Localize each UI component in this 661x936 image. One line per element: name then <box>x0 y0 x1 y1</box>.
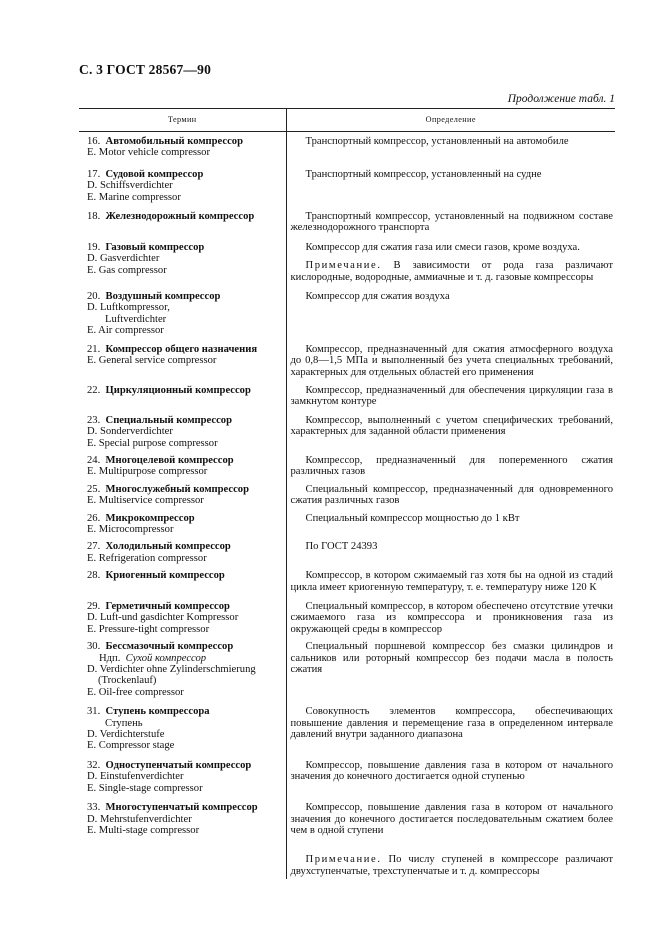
foreign-equivalent: D. Schiffsverdichter <box>87 180 173 192</box>
table-row <box>79 285 615 339</box>
definition-cell <box>286 285 615 339</box>
term-name: Одноступенчатый компрессор <box>105 759 252 771</box>
definition-text: Компрессор для сжатия воздуха <box>305 291 450 303</box>
table-row <box>79 700 615 754</box>
definition-cell <box>286 132 615 163</box>
term-title <box>87 541 282 552</box>
term-number: 19. <box>87 241 101 253</box>
table-row <box>79 451 615 480</box>
table-row <box>79 509 615 538</box>
term-name: Бессмазочный компрессор <box>105 641 234 653</box>
foreign-equivalent: D. Gasverdichter <box>87 253 160 265</box>
foreign-equivalent: E. Compressor stage <box>87 740 175 752</box>
term-title <box>87 802 282 813</box>
table-row <box>79 796 615 879</box>
definition-text: Совокупность элементов компрессора, обеспечивающих повышение давления и перемещение газа в определенном интервале давлений внутри заданного диапазона <box>290 706 613 741</box>
term-number: 25. <box>87 483 101 495</box>
table-row <box>79 537 615 566</box>
term-title <box>87 641 282 652</box>
table-row <box>79 754 615 796</box>
term-name: Компрессор общего назначения <box>105 343 258 355</box>
foreign-equivalent: D. Luft-und gasdichter Kompressor <box>87 612 239 624</box>
term-cell <box>79 163 286 205</box>
term-title <box>87 570 282 581</box>
term-name: Железнодорожный компрессор <box>105 211 255 223</box>
page-title: С. 3 ГОСТ 28567—90 <box>79 62 212 77</box>
foreign-equivalent: E. General service compressor <box>87 355 217 367</box>
term-number: 23. <box>87 414 101 426</box>
term-cell <box>79 566 286 595</box>
foreign-equivalent: E. Single-stage compressor <box>87 782 203 794</box>
definition-cell <box>286 480 615 509</box>
foreign-equivalent: D. Mehrstufenverdichter <box>87 813 192 825</box>
term-number: 22. <box>87 384 101 396</box>
term-title <box>87 706 282 717</box>
term-name: Многоцелевой компрессор <box>105 454 234 466</box>
foreign-equivalent: E. Multipurpose compressor <box>87 466 208 478</box>
term-title <box>87 242 282 253</box>
deprecated-term <box>87 653 282 664</box>
term-number: 21. <box>87 343 101 355</box>
definition-cell <box>286 595 615 636</box>
term-number: 17. <box>87 168 101 180</box>
term-title <box>87 455 282 466</box>
term-number: 27. <box>87 541 101 553</box>
term-name: Специальный компрессор <box>105 414 232 426</box>
term-name: Газовый компрессор <box>105 241 205 253</box>
term-name: Многоступенчатый компрессор <box>105 802 258 814</box>
table-row <box>79 636 615 700</box>
note-text: По числу ступеней в компрессоре различают двухступенчатые, трехступенчатые и т. д. компрессоры <box>290 854 613 877</box>
term-number: 20. <box>87 291 101 303</box>
definition-text: Компрессор, повышение давления газа в котором от начального значения до конечного достигается одной ступенью <box>290 759 613 783</box>
term-cell <box>79 380 286 410</box>
definition-text: Специальный поршневой компрессор без смазки цилиндров и сальников или роторный компрессор без подачи масла в полость сжатия <box>290 641 613 676</box>
table-continuation-label: Продолжение табл. 1 <box>507 93 615 105</box>
definition-text: Компрессор, в котором сжимаемый газ хотя бы на одной из стадий цикла имеет криогенную температуру, т. е. температуру ниже 120 К <box>290 570 613 593</box>
table-row <box>79 236 615 285</box>
term-title <box>87 415 282 426</box>
table-row <box>79 595 615 636</box>
foreign-equivalent: E. Oil-free compressor <box>87 686 184 698</box>
table-header-row <box>79 109 615 132</box>
term-number: 32. <box>87 759 101 771</box>
term-title <box>87 513 282 524</box>
foreign-equivalent: E. Microcompressor <box>87 523 174 535</box>
term-title <box>87 169 282 180</box>
definition-cell <box>286 236 615 285</box>
definition-text: Транспортный компрессор, установленный на подвижном составе железнодорожного транспорта <box>290 211 613 234</box>
definition-text: Компрессор, предназначенный для сжатия атмосферного воздуха до 0,8—1,5 МПа и выполненный без учета специальных требований, характерных для отдельных областей его применения <box>290 343 613 378</box>
foreign-equivalent: E. Special purpose compressor <box>87 437 218 449</box>
definition-cell <box>286 754 615 796</box>
term-name: Микрокомпрессор <box>105 512 195 524</box>
note-label: Примечание. <box>305 260 382 272</box>
table-row <box>79 339 615 380</box>
term-cell <box>79 509 286 538</box>
terms-table <box>79 108 615 879</box>
definition-text: Транспортный компрессор, установленный на автомобиле <box>305 136 569 147</box>
definition-text: Компрессор, выполненный с учетом специфических требований, характерных для заданной области применения <box>290 414 613 438</box>
column-header-definition: Определение <box>286 109 615 132</box>
foreign-equivalent: E. Refrigeration compressor <box>87 552 207 564</box>
term-name: Многослужебный компрессор <box>105 483 249 495</box>
term-number: 26. <box>87 512 101 524</box>
definition-text: По ГОСТ 24393 <box>305 541 378 553</box>
definition-note <box>291 260 614 283</box>
term-name: Автомобильный компрессор <box>105 136 243 147</box>
term-cell <box>79 236 286 285</box>
note-label: Примечание. <box>305 854 382 866</box>
definition-cell <box>286 796 615 879</box>
term-cell <box>79 132 286 163</box>
term-title <box>87 211 282 222</box>
term-cell <box>79 537 286 566</box>
foreign-equivalent: E. Motor vehicle compressor <box>87 147 210 159</box>
term-cell <box>79 595 286 636</box>
foreign-equivalent: E. Multi-stage compressor <box>87 824 200 836</box>
term-title <box>87 136 282 147</box>
table-row <box>79 132 615 163</box>
definition-cell <box>286 700 615 754</box>
term-name: Ступень компрессора <box>105 706 210 718</box>
term-cell <box>79 480 286 509</box>
definition-text: Компрессор, предназначенный для обеспечения циркуляции газа в замкнутом контуре <box>290 384 613 408</box>
column-header-term: Термин <box>79 109 286 132</box>
deprecated-prefix: Ндп. <box>99 652 121 664</box>
term-number: 30. <box>87 641 101 653</box>
term-title <box>87 344 282 355</box>
foreign-equivalent: D. Verdichter ohne Zylinderschmierung <box>87 664 256 676</box>
definition-cell <box>286 380 615 410</box>
definition-note <box>291 854 614 877</box>
term-synonym: Ступень <box>105 717 143 729</box>
term-cell <box>79 754 286 796</box>
foreign-equivalent: (Trockenlauf) <box>98 675 157 687</box>
term-number: 29. <box>87 601 101 612</box>
term-cell <box>79 700 286 754</box>
definition-cell <box>286 205 615 236</box>
definition-cell <box>286 509 615 538</box>
definition-text: Специальный компрессор, в котором обеспечено отсутствие утечки сжимаемого газа из компрессора и проникновения газа из окружающей среды в компрессор <box>290 601 613 635</box>
term-cell <box>79 339 286 380</box>
foreign-equivalent: E. Pressure-tight compressor <box>87 623 210 635</box>
term-number: 16. <box>87 136 101 147</box>
definition-text: Специальный компрессор мощностью до 1 кВт <box>305 512 520 524</box>
term-name: Циркуляционный компрессор <box>105 384 251 396</box>
term-title <box>87 484 282 495</box>
definition-text: Компрессор, предназначенный для попеременного сжатия различных газов <box>290 454 613 478</box>
foreign-equivalent: D. Einstufenverdichter <box>87 771 184 783</box>
foreign-equivalent: D. Luftkompressor, <box>87 302 170 314</box>
term-name: Герметичный компрессор <box>105 601 230 612</box>
definition-text: Специальный компрессор, предназначенный для одновременного сжатия различных газов <box>290 483 613 507</box>
term-number: 28. <box>87 570 101 582</box>
term-cell <box>79 796 286 879</box>
term-title <box>87 601 282 612</box>
note-text: В зависимости от рода газа различают кислородные, водородные, аммиачные и т. д. газовые компрессоры <box>290 260 613 283</box>
term-cell <box>79 205 286 236</box>
definition-cell <box>286 566 615 595</box>
foreign-equivalent: D. Verdichterstufe <box>87 729 165 741</box>
term-number: 24. <box>87 454 101 466</box>
term-number: 33. <box>87 802 101 814</box>
term-name: Воздушный компрессор <box>105 291 221 303</box>
foreign-equivalent: E. Marine compressor <box>87 191 181 203</box>
term-number: 31. <box>87 706 101 718</box>
term-cell <box>79 410 286 451</box>
deprecated-term-text: Сухой компрессор <box>125 652 207 664</box>
definition-cell <box>286 339 615 380</box>
term-cell <box>79 451 286 480</box>
term-title <box>87 760 282 771</box>
term-title <box>87 385 282 396</box>
term-name: Криогенный компрессор <box>105 570 225 582</box>
table-row <box>79 163 615 205</box>
table-row <box>79 410 615 451</box>
definition-cell <box>286 163 615 205</box>
term-cell <box>79 285 286 339</box>
term-name: Холодильный компрессор <box>105 541 231 553</box>
definition-cell <box>286 537 615 566</box>
term-cell <box>79 636 286 700</box>
foreign-equivalent: E. Air compressor <box>87 325 164 337</box>
term-title <box>87 291 282 302</box>
definition-cell <box>286 636 615 700</box>
definition-cell <box>286 451 615 480</box>
term-synonym: Luftverdichter <box>105 313 167 325</box>
term-number: 18. <box>87 211 101 223</box>
definition-cell <box>286 410 615 451</box>
table-row <box>79 566 615 595</box>
foreign-equivalent: E. Gas compressor <box>87 264 167 276</box>
definition-text: Компрессор, повышение давления газа в котором от начального значения до конечного достигается последовательным сжатием более чем в одной ступени <box>290 802 613 836</box>
table-row <box>79 480 615 509</box>
definition-text: Компрессор для сжатия газа или смеси газов, кроме воздуха. <box>305 241 580 253</box>
foreign-equivalent: E. Multiservice compressor <box>87 495 204 507</box>
table-row <box>79 380 615 410</box>
definition-text: Транспортный компрессор, установленный на судне <box>305 168 542 180</box>
table-row <box>79 205 615 236</box>
term-name: Судовой компрессор <box>105 168 204 180</box>
foreign-equivalent: D. Sonderverdichter <box>87 426 173 438</box>
